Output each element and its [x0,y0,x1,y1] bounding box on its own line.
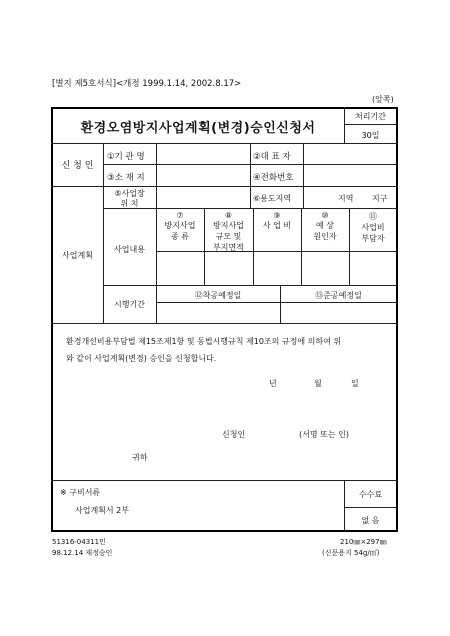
statement-line-2: 와 같이 사업계획(변경) 승인을 신청합니다. [66,354,217,363]
column-scale-area: ⑧ 방지사업 규모 및 부지면적 [213,211,244,252]
site-location-label-1: ⑤사업장 [114,189,145,198]
processing-period-label: 처리기간 [355,112,386,121]
date-year-label: 년 [269,379,277,388]
form-title: 환경오염방지사업계획(변경)승인신청서 [80,121,316,136]
address-label: ③소 재 지 [107,173,145,183]
paper-type: (신문용지 54g/㎡) [322,549,380,557]
fee-label: 수수료 [358,490,383,499]
phone-label: ④전화번호 [253,173,294,183]
column-cost-bearer: ⑪ 사업비 부담자 [361,212,385,243]
zoning-label: ⑥용도지역 [253,194,292,203]
column-prevention-type: ⑦ 방지사업 종 류 [164,211,196,241]
zone-area-label: 지역 [338,194,354,203]
end-date-label: ⑬준공예정일 [315,291,362,300]
column-expected-cause: ⑩ 예 상 원인자 [313,211,337,241]
required-documents-label: ※ 구비서류 [60,488,101,497]
column-project-cost: ⑨ 사 업 비 [262,211,292,230]
site-location-label-2: 위 치 [120,199,139,208]
page-side-label: (앞쪽) [372,95,394,104]
form-code: 51316-04311민 [52,538,106,546]
business-section-label: 사업계획 [62,251,93,260]
start-date-label: ⑫착공예정일 [194,291,242,300]
applicant-section-label: 신 청 인 [61,161,94,171]
date-month-label: 월 [314,379,322,388]
org-name-label: ①기 관 명 [107,152,145,162]
addressee-label: 귀하 [132,453,148,462]
representative-label: ②대 표 자 [253,152,291,162]
processing-period-value: 30일 [361,131,380,140]
applicant-sign-label: 신청인 [222,430,246,439]
statement-line-1: 환경개선비용부담법 제15조제1항 및 동법시행규칙 제10조의 규정에 의하여 위 [66,337,342,346]
period-label: 시행기간 [114,300,145,309]
signature-note: (서명 또는 인) [299,430,349,439]
required-documents-item: 사업계획서 2부 [75,506,130,515]
zone-district-label: 지구 [372,194,388,203]
content-label: 사업내용 [114,245,145,254]
paper-size: 210㎜×297㎜ [340,538,387,546]
fee-value: 없 음 [361,516,380,525]
date-day-label: 일 [351,379,359,388]
form-reference: [별지 제5호서식]<개정 1999.1.14, 2002.8.17> [52,79,242,89]
approval-date: 98.12.14 재정승인 [52,549,113,557]
